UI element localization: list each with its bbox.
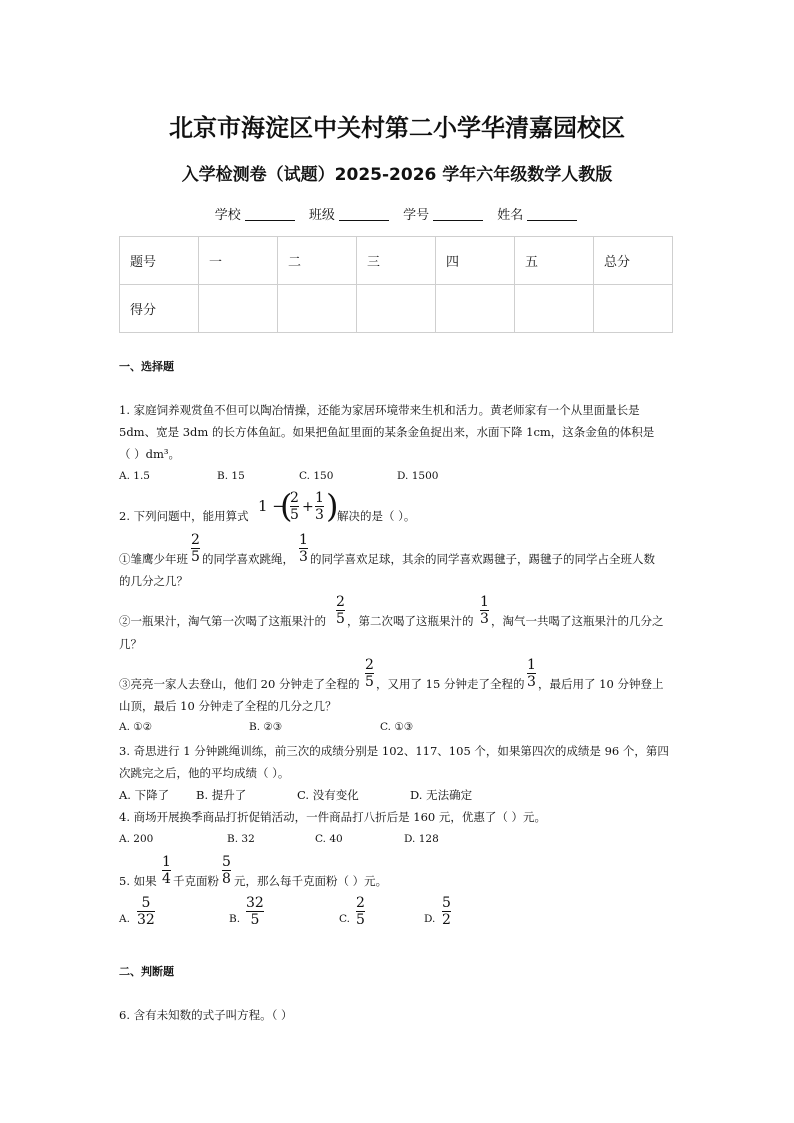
q5-option-b[interactable]: B. <box>229 913 241 925</box>
q2-item2-part-a: ②一瓶果汁，淘气第一次喝了这瓶果汁的 <box>119 614 326 628</box>
score-table-score-row <box>120 285 673 333</box>
score-input-cell[interactable] <box>357 285 436 333</box>
score-input-cell[interactable] <box>199 285 278 333</box>
q5-option-a[interactable]: A. <box>119 913 130 925</box>
q6-line1: 6. 含有未知数的式子叫方程。（ ） <box>119 1008 293 1022</box>
q5-option-d-fraction: 5 2 <box>442 895 451 928</box>
field-class-blank[interactable] <box>339 208 389 221</box>
q2-item2-part-c: ，淘气一共喝了这瓶果汁的几分之 <box>491 614 664 628</box>
q2-expr-fraction-2-5: 2 5 <box>290 490 299 523</box>
q2-item1-part-c: 的同学喜欢足球，其余的同学喜欢踢毽子，踢毽子的同学占全班人数 <box>310 552 655 566</box>
field-class-label: 班级 <box>308 208 335 223</box>
field-name-blank[interactable] <box>527 208 577 221</box>
score-cell: 五 <box>515 237 594 285</box>
q5-option-b-fraction: 32 5 <box>246 895 264 928</box>
score-cell: 三 <box>357 237 436 285</box>
score-input-cell[interactable] <box>436 285 515 333</box>
score-table-header-row <box>120 237 673 285</box>
score-cell: 四 <box>436 237 515 285</box>
q2-expr-right-paren: ) <box>326 487 339 525</box>
fraction-1-3: 1 3 <box>299 532 308 565</box>
field-id-blank[interactable] <box>433 208 483 221</box>
q3-option-b[interactable]: B. 提升了 <box>196 788 247 802</box>
score-input-cell[interactable] <box>515 285 594 333</box>
q5-stem-suffix: 元，那么每千克面粉（ ）元。 <box>234 874 388 888</box>
q2-item2-part-b: ，第二次喝了这瓶果汁的 <box>347 614 474 628</box>
q2-stem-prefix: 2. 下列问题中，能用算式 <box>119 509 249 523</box>
fraction-1-3: 1 3 <box>527 657 536 690</box>
score-cell: 得分 <box>120 285 199 333</box>
q1-option-a[interactable]: A. 1.5 <box>119 470 150 482</box>
q2-expr-plus: + <box>302 499 314 515</box>
q4-line1: 4. 商场开展换季商品打折促销活动，一件商品打八折后是 160 元，优惠了（ ）元。 <box>119 810 547 824</box>
q2-item1-part-a: ①雏鹰少年班 <box>119 552 188 566</box>
q1-option-b[interactable]: B. 15 <box>217 470 245 482</box>
q2-item3-part-a: ③亮亮一家人去登山，他们 20 分钟走了全程的 <box>119 677 360 691</box>
q2-item1-part-b: 的同学喜欢跳绳， <box>202 552 294 566</box>
field-id-label: 学号 <box>403 208 430 223</box>
page-title: 北京市海淀区中关村第二小学华清嘉园校区 <box>169 114 625 142</box>
section-heading-choice: 一、选择题 <box>119 360 174 373</box>
score-cell: 题号 <box>120 237 199 285</box>
score-input-cell[interactable] <box>278 285 357 333</box>
q5-option-c[interactable]: C. <box>339 913 350 925</box>
q2-item1-part-d: 的几分之几？ <box>119 574 188 588</box>
fraction-1-4: 1 4 <box>162 854 171 887</box>
q2-expr-left-paren: ( <box>280 487 293 525</box>
q1-option-d[interactable]: D. 1500 <box>397 470 439 482</box>
q2-stem-suffix: 解决的是（ ）。 <box>337 509 416 523</box>
q1-line1: 1. 家庭饲养观赏鱼不但可以陶冶情操，还能为家居环境带来生机和活力。黄老师家有一个从里面量长是 <box>119 403 640 417</box>
q5-stem-prefix: 5. 如果 <box>119 874 157 888</box>
q2-option-c[interactable]: C. ①③ <box>380 721 414 733</box>
q3-line2: 次跳完之后，他的平均成绩（ ）。 <box>119 766 290 780</box>
score-input-cell[interactable] <box>594 285 673 333</box>
q2-option-a[interactable]: A. ①② <box>119 721 153 733</box>
score-table <box>119 236 673 333</box>
q2-expr-one-minus: 1 − <box>258 497 285 515</box>
q5-stem-mid: 千克面粉 <box>173 874 219 888</box>
score-cell: 一 <box>199 237 278 285</box>
q5-option-a-fraction: 5 32 <box>137 895 155 928</box>
q1-line3: （ ）dm³。 <box>119 447 181 461</box>
field-school-label: 学校 <box>214 208 241 223</box>
q3-line1: 3. 奇思进行 1 分钟跳绳训练，前三次的成绩分别是 102、117、105 个，如果第四次的成绩是 96 个，第四 <box>119 744 669 758</box>
q4-option-b[interactable]: B. 32 <box>227 833 255 845</box>
section-heading-judgment: 二、判断题 <box>119 965 174 978</box>
fraction-2-5: 2 5 <box>365 657 374 690</box>
q2-expr-fraction-1-3: 1 3 <box>315 490 324 523</box>
q2-item3-part-c: ，最后用了 10 分钟登上 <box>538 677 664 691</box>
fraction-2-5: 2 5 <box>336 594 345 627</box>
q4-option-d[interactable]: D. 128 <box>404 833 439 845</box>
fraction-1-3: 1 3 <box>480 594 489 627</box>
q4-option-c[interactable]: C. 40 <box>315 833 343 845</box>
fraction-2-5: 2 5 <box>191 532 200 565</box>
fraction-5-8: 5 8 <box>222 854 231 887</box>
q3-option-c[interactable]: C. 没有变化 <box>297 788 359 802</box>
page-subtitle: 入学检测卷（试题）2025-2026 学年六年级数学人教版 <box>181 165 613 185</box>
score-cell: 二 <box>278 237 357 285</box>
student-info-line <box>0 204 794 223</box>
q2-item3-part-d: 山顶，最后 10 分钟走了全程的几分之几？ <box>119 699 337 713</box>
q3-option-d[interactable]: D. 无法确定 <box>410 788 473 802</box>
field-name-label: 姓名 <box>497 208 524 223</box>
q1-option-c[interactable]: C. 150 <box>299 470 334 482</box>
q2-item3-part-b: ，又用了 15 分钟走了全程的 <box>376 677 525 691</box>
q2-option-b[interactable]: B. ②③ <box>249 721 283 733</box>
q3-option-a[interactable]: A. 下降了 <box>119 788 170 802</box>
q1-line2: 5dm、宽是 3dm 的长方体鱼缸。如果把鱼缸里面的某条金鱼捉出来，水面下降 1cm，这条金鱼的体积是 <box>119 425 655 439</box>
score-cell: 总分 <box>594 237 673 285</box>
q2-item2-part-d: 几？ <box>119 637 142 651</box>
field-school-blank[interactable] <box>245 208 295 221</box>
q4-option-a[interactable]: A. 200 <box>119 833 154 845</box>
q5-option-d[interactable]: D. <box>424 913 436 925</box>
q5-option-c-fraction: 2 5 <box>356 895 365 928</box>
